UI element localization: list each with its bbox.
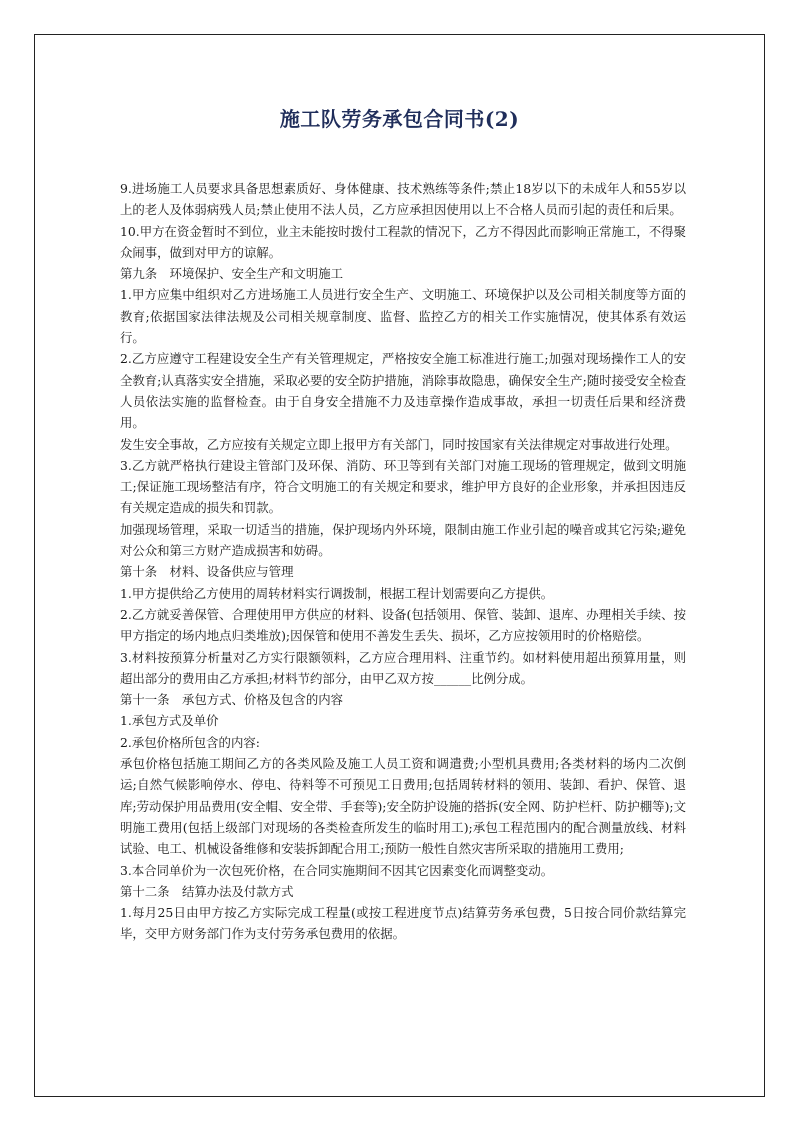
clause-11-1: 1.承包方式及单价 (120, 713, 219, 729)
section-heading-9: 第九条 环境保护、安全生产和文明施工 (120, 266, 344, 282)
document-body (120, 178, 686, 945)
section-heading-12: 第十二条 结算办法及付款方式 (120, 883, 294, 899)
clause-11-2-content: 承包价格包括施工期间乙方的各类风险及施工人员工资和调遣费;小型机具费用;各类材料的场内二次倒运;自然气候影响停水、停电、待料等不可预见工日费用;包括周转材料的领用、装卸、看护、保管、退库;劳动保护用品费用(安全帽、安全带、手套等);安全防护设施的搭拆(安全网、防护栏杆、防护棚等);文明施工费用(包括上级部门对现场的各类检查所发生的临时用工);承包工程范围内的配合测量放线、材料试验、电工、机械设备维修和安装拆卸配合用工;预防一般性自然灾害所采取的措施用工费用; (120, 756, 686, 857)
clause-9-3: 3.乙方就严格执行建设主管部门及环保、消防、环卫等到有关部门对施工现场的管理规定，做到文明施工;保证施工现场整洁有序，符合文明施工的有关规定和要求，维护甲方良好的企业形象，并承担因违反有关规定造成的损失和罚款。 (120, 457, 686, 516)
clause-9-2-accident: 发生安全事故，乙方应按有关规定立即上报甲方有关部门，同时按国家有关法律规定对事故进行处理。 (120, 436, 678, 452)
clause-10-2: 2.乙方就妥善保管、合理使用甲方供应的材料、设备(包括领用、保管、装卸、退库、办理相关手续、按甲方指定的场内地点归类堆放);因保管和使用不善发生丢失、损坏，乙方应按领用时的价格赔偿。 (120, 606, 686, 644)
section-heading-10: 第十条 材料、设备供应与管理 (120, 564, 294, 580)
clause-11-3: 3.本合同单价为一次包死价格，在合同实施期间不因其它因素变化而调整变动。 (120, 862, 554, 878)
clause-10-3: 3.材料按预算分析量对乙方实行限额领料，乙方应合理用料、注重节约。如材料使用超出预算用量，则超出部分的费用由乙方承担;材料节约部分，由甲乙双方按______比例分成。 (120, 649, 686, 686)
clause-9-2: 2.乙方应遵守工程建设安全生产有关管理规定，严格按安全施工标准进行施工;加强对现场操作工人的安全教育;认真落实安全措施，采取必要的安全防护措施，消除事故隐患，确保安全生产;随时接受安全检查人员依法实施的监督检查。由于自身安全措施不力及违章操作造成事故，承担一切责任后果和经济费用。 (120, 351, 686, 431)
clause-11-2: 2.承包价格所包含的内容: (120, 734, 260, 750)
clause-9: 9.进场施工人员要求具备思想素质好、身体健康、技术熟练等条件;禁止18岁以下的未成年人和55岁以上的老人及体弱病残人员;禁止使用不法人员，乙方应承担因使用以上不合格人员而引起的责任和后果。 (120, 181, 686, 218)
clause-9-1: 1.甲方应集中组织对乙方进场施工人员进行安全生产、文明施工、环境保护以及公司相关制度等方面的教育;依据国家法律法规及公司相关规章制度、监督、监控乙方的相关工作实施情况，使其体系有效运行。 (120, 287, 686, 346)
clause-10-1: 1.甲方提供给乙方使用的周转材料实行调拨制，根据工程计划需要向乙方提供。 (120, 585, 554, 601)
clause-9-3-site: 加强现场管理，采取一切适当的措施，保护现场内外环境，限制由施工作业引起的噪音或其它污染;避免对公众和第三方财产造成损害和妨碍。 (120, 521, 686, 559)
clause-12-1: 1.每月25日由甲方按乙方实际完成工程量(或按工程进度节点)结算劳务承包费，5日按合同价款结算完毕，交甲方财务部门作为支付劳务承包费用的依据。 (120, 905, 686, 942)
document-title: 施工队劳务承包合同书(2) (279, 107, 520, 131)
clause-10: 10.甲方在资金暂时不到位，业主未能按时拨付工程款的情况下，乙方不得因此而影响正常施工，不得聚众闹事，做到对甲方的谅解。 (120, 223, 686, 260)
section-heading-11: 第十一条 承包方式、价格及包含的内容 (120, 692, 344, 708)
